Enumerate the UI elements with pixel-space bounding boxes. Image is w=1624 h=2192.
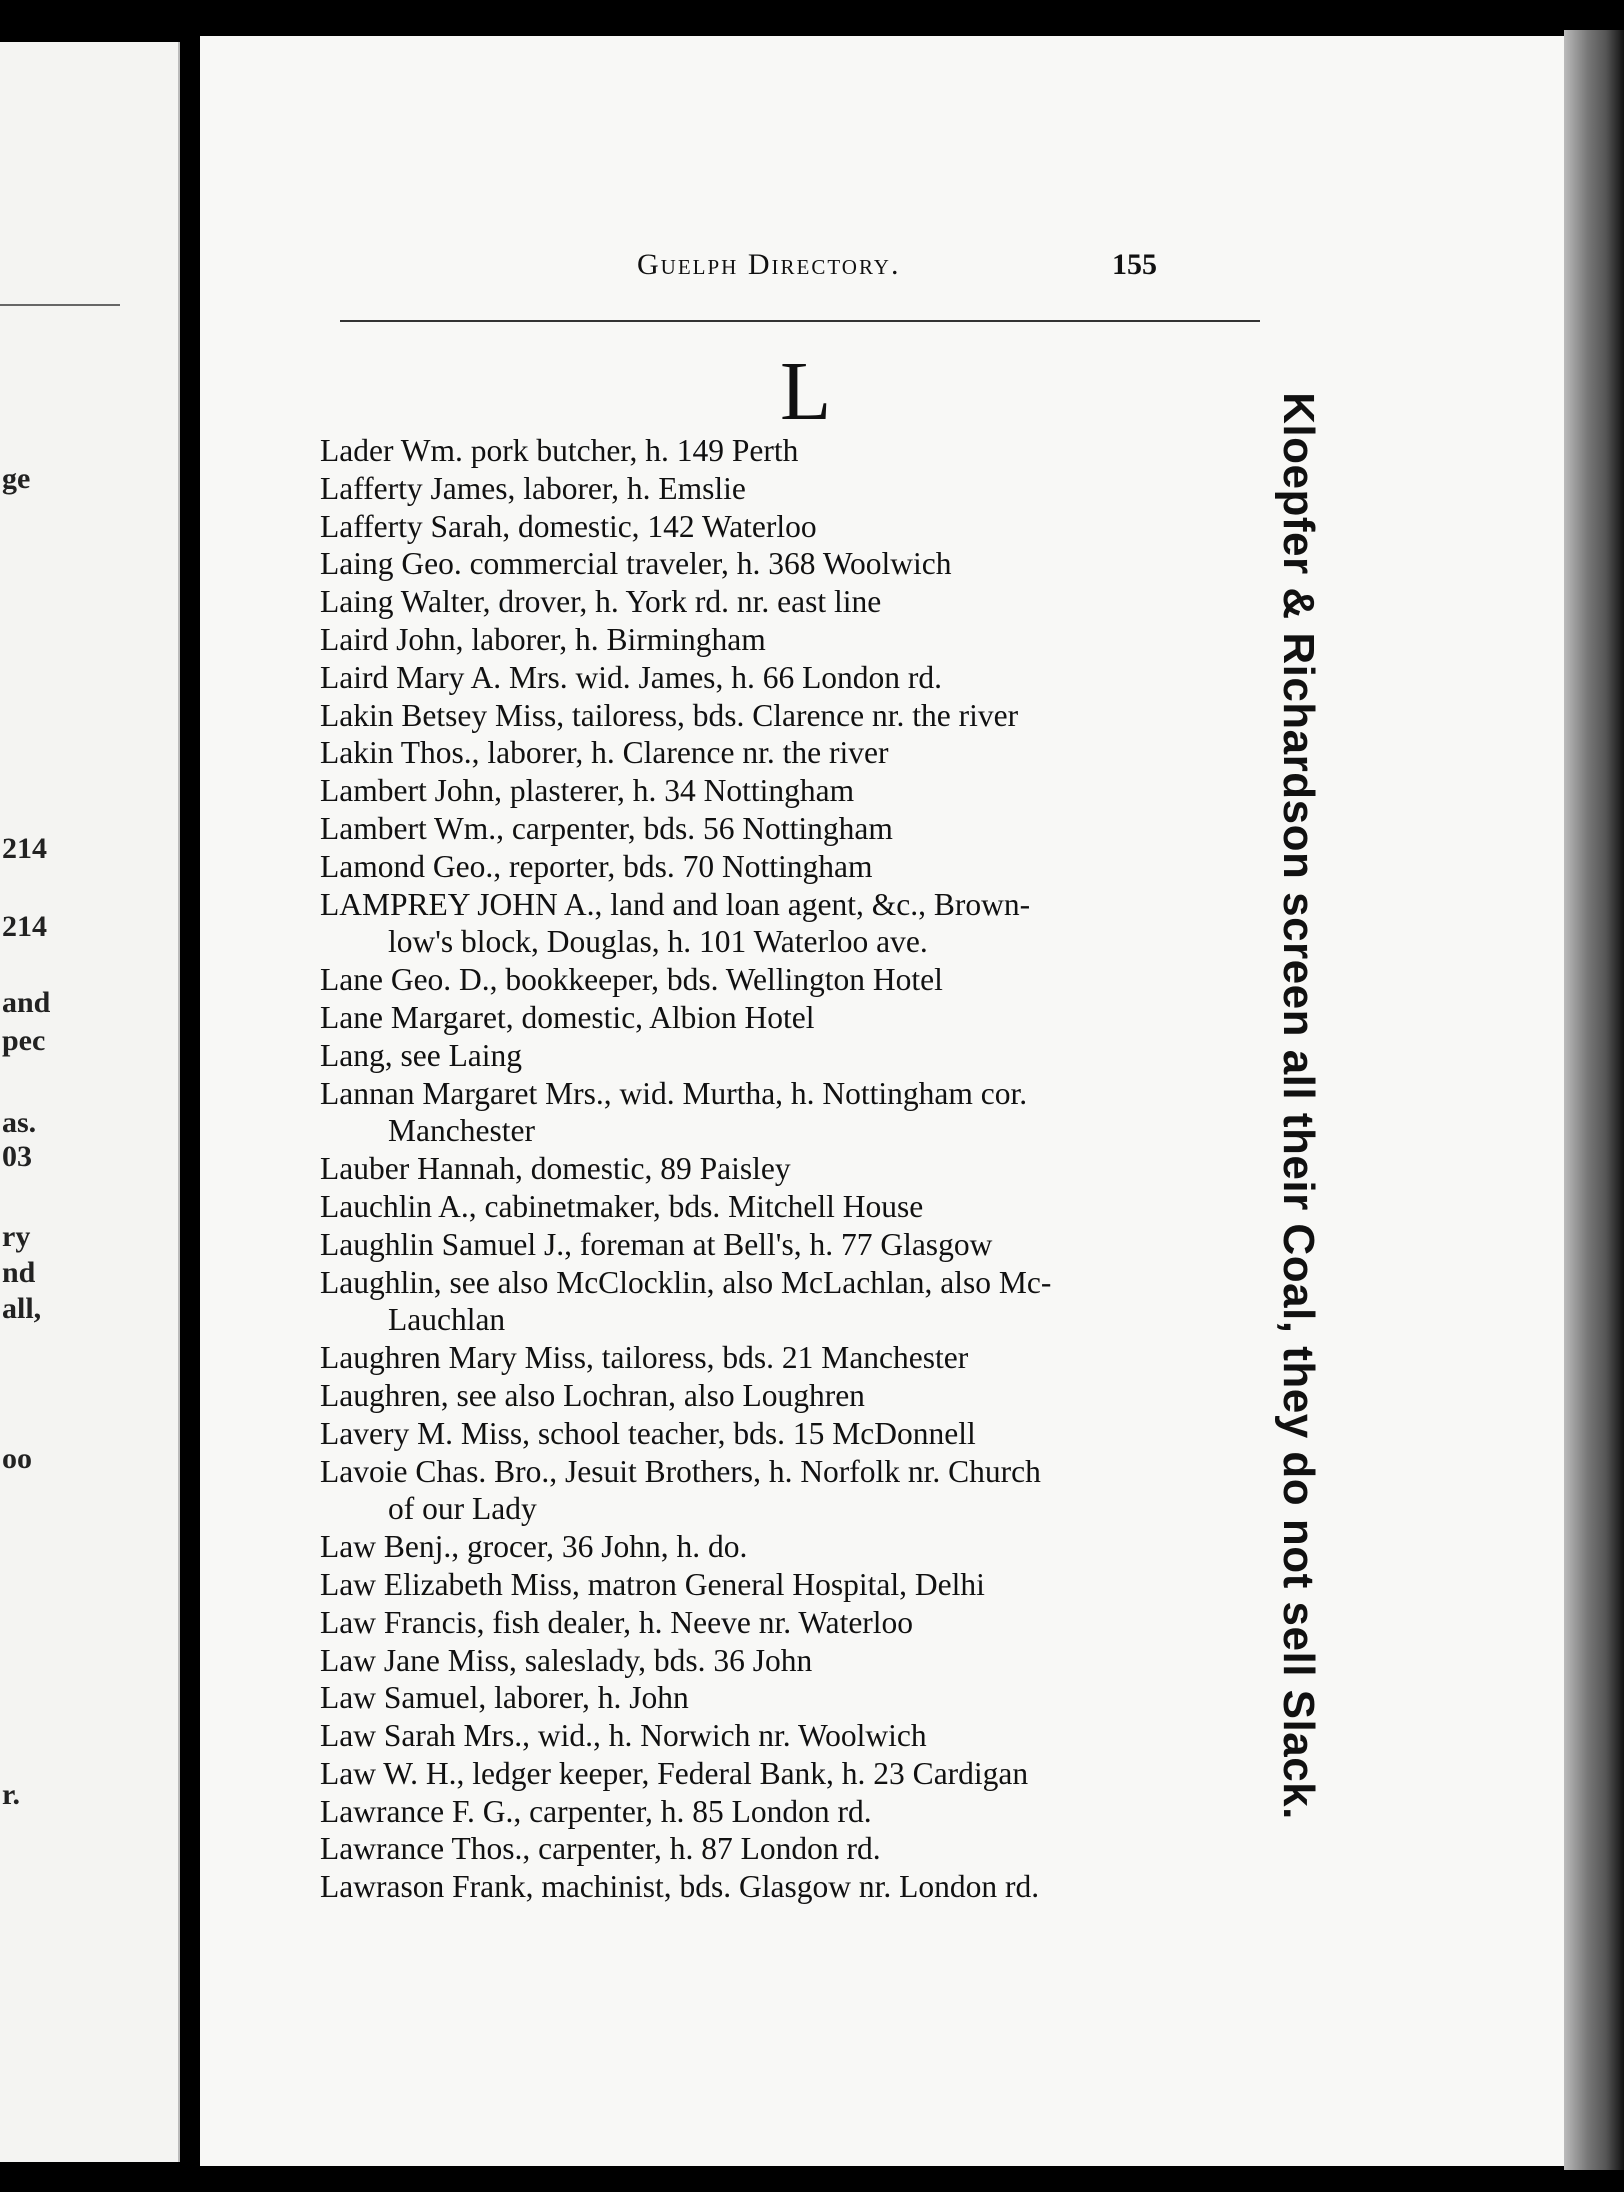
directory-entry: Lamond Geo., reporter, bds. 70 Nottingham — [320, 848, 873, 884]
left-fragment: ry — [2, 1220, 31, 1253]
directory-entry-continuation: Lauchlan — [388, 1302, 506, 1338]
left-fragment: ge — [2, 462, 31, 495]
left-fragment: r. — [2, 1778, 21, 1811]
book-page-edges — [1564, 30, 1624, 2170]
left-fragment: as. — [2, 1106, 37, 1139]
directory-entry: Laird John, laborer, h. Birmingham — [320, 621, 766, 657]
directory-entry: Lader Wm. pork butcher, h. 149 Perth — [320, 433, 799, 468]
directory-entry: Law W. H., ledger keeper, Federal Bank, h. 23 Cardigan — [320, 1755, 1029, 1791]
side-advertisement — [1258, 266, 1338, 1946]
directory-entry: Lannan Margaret Mrs., wid. Murtha, h. Nottingham cor. — [320, 1075, 1028, 1111]
directory-entry: Law Francis, fish dealer, h. Neeve nr. Waterloo — [320, 1604, 914, 1640]
directory-entry: Law Sarah Mrs., wid., h. Norwich nr. Woolwich — [320, 1718, 927, 1754]
directory-entry-continuation: low's block, Douglas, h. 101 Waterloo ave. — [388, 924, 928, 960]
running-title: Guelph Directory. — [637, 248, 901, 281]
left-page-rule — [0, 304, 120, 306]
directory-entry-continuation: Manchester — [388, 1113, 535, 1149]
left-fragment: 214 — [2, 832, 47, 865]
directory-entry: Lawrance Thos., carpenter, h. 87 London rd. — [320, 1831, 881, 1867]
section-letter: L — [780, 345, 832, 438]
directory-entry: Lafferty James, laborer, h. Emslie — [320, 470, 746, 506]
left-fragment: all, — [2, 1292, 42, 1325]
directory-entry: Lakin Thos., laborer, h. Clarence nr. the river — [320, 735, 889, 771]
directory-entry: Law Benj., grocer, 36 John, h. do. — [320, 1529, 748, 1565]
left-fragment: oo — [2, 1442, 32, 1475]
directory-entry: Laughren, see also Lochran, also Loughren — [320, 1377, 865, 1413]
directory-entry: Lang, see Laing — [320, 1037, 523, 1073]
directory-entry: Laughlin Samuel J., foreman at Bell's, h. 77 Glasgow — [320, 1226, 993, 1262]
directory-entry: Lavoie Chas. Bro., Jesuit Brothers, h. Norfolk nr. Church — [320, 1453, 1041, 1489]
directory-entry: Laing Walter, drover, h. York rd. nr. east line — [320, 584, 882, 620]
left-fragment: pec — [2, 1024, 46, 1057]
directory-entry: Lambert John, plasterer, h. 34 Nottingham — [320, 773, 855, 809]
directory-entry: Lawrance F. G., carpenter, h. 85 London rd. — [320, 1793, 872, 1829]
directory-entry: Lane Margaret, domestic, Albion Hotel — [320, 999, 815, 1035]
directory-entry: Lauber Hannah, domestic, 89 Paisley — [320, 1151, 791, 1187]
directory-entry: Law Jane Miss, saleslady, bds. 36 John — [320, 1642, 813, 1678]
directory-entry: Law Samuel, laborer, h. John — [320, 1680, 689, 1716]
directory-entry: Lavery M. Miss, school teacher, bds. 15 McDonnell — [320, 1415, 976, 1451]
directory-entries — [320, 432, 1260, 1906]
directory-entry: LAMPREY JOHN A., land and loan agent, &c., Brown- — [320, 886, 1031, 922]
directory-entry: Laughren Mary Miss, tailoress, bds. 21 Manchester — [320, 1340, 969, 1376]
directory-entry: Laing Geo. commercial traveler, h. 368 Woolwich — [320, 546, 952, 582]
left-fragment: 03 — [2, 1140, 32, 1173]
directory-entry: Lafferty Sarah, domestic, 142 Waterloo — [320, 508, 817, 544]
directory-entry: Lakin Betsey Miss, tailoress, bds. Clarence nr. the river — [320, 697, 1019, 733]
directory-entry: Lauchlin A., cabinetmaker, bds. Mitchell House — [320, 1188, 924, 1224]
left-fragment: nd — [2, 1256, 36, 1289]
directory-entry: Law Elizabeth Miss, matron General Hospital, Delhi — [320, 1566, 985, 1602]
directory-entry: Lane Geo. D., bookkeeper, bds. Wellington Hotel — [320, 962, 943, 998]
left-page-edge — [0, 42, 180, 2162]
header-rule — [340, 320, 1260, 322]
directory-entry: Laird Mary A. Mrs. wid. James, h. 66 London rd. — [320, 659, 943, 695]
directory-entry: Lawrason Frank, machinist, bds. Glasgow nr. London rd. — [320, 1869, 1040, 1905]
left-fragment: 214 — [2, 910, 47, 943]
running-head — [437, 228, 1157, 288]
directory-entry: Lambert Wm., carpenter, bds. 56 Nottingham — [320, 810, 893, 846]
side-advertisement-text: Kloepfer & Richardson screen all their Coal, they do not sell Slack. — [1274, 392, 1323, 1820]
directory-entry-continuation: of our Lady — [388, 1491, 537, 1527]
directory-entry: Laughlin, see also McClocklin, also McLachlan, also Mc- — [320, 1264, 1052, 1300]
page-number: 155 — [1112, 248, 1157, 281]
left-fragment: and — [2, 986, 51, 1019]
